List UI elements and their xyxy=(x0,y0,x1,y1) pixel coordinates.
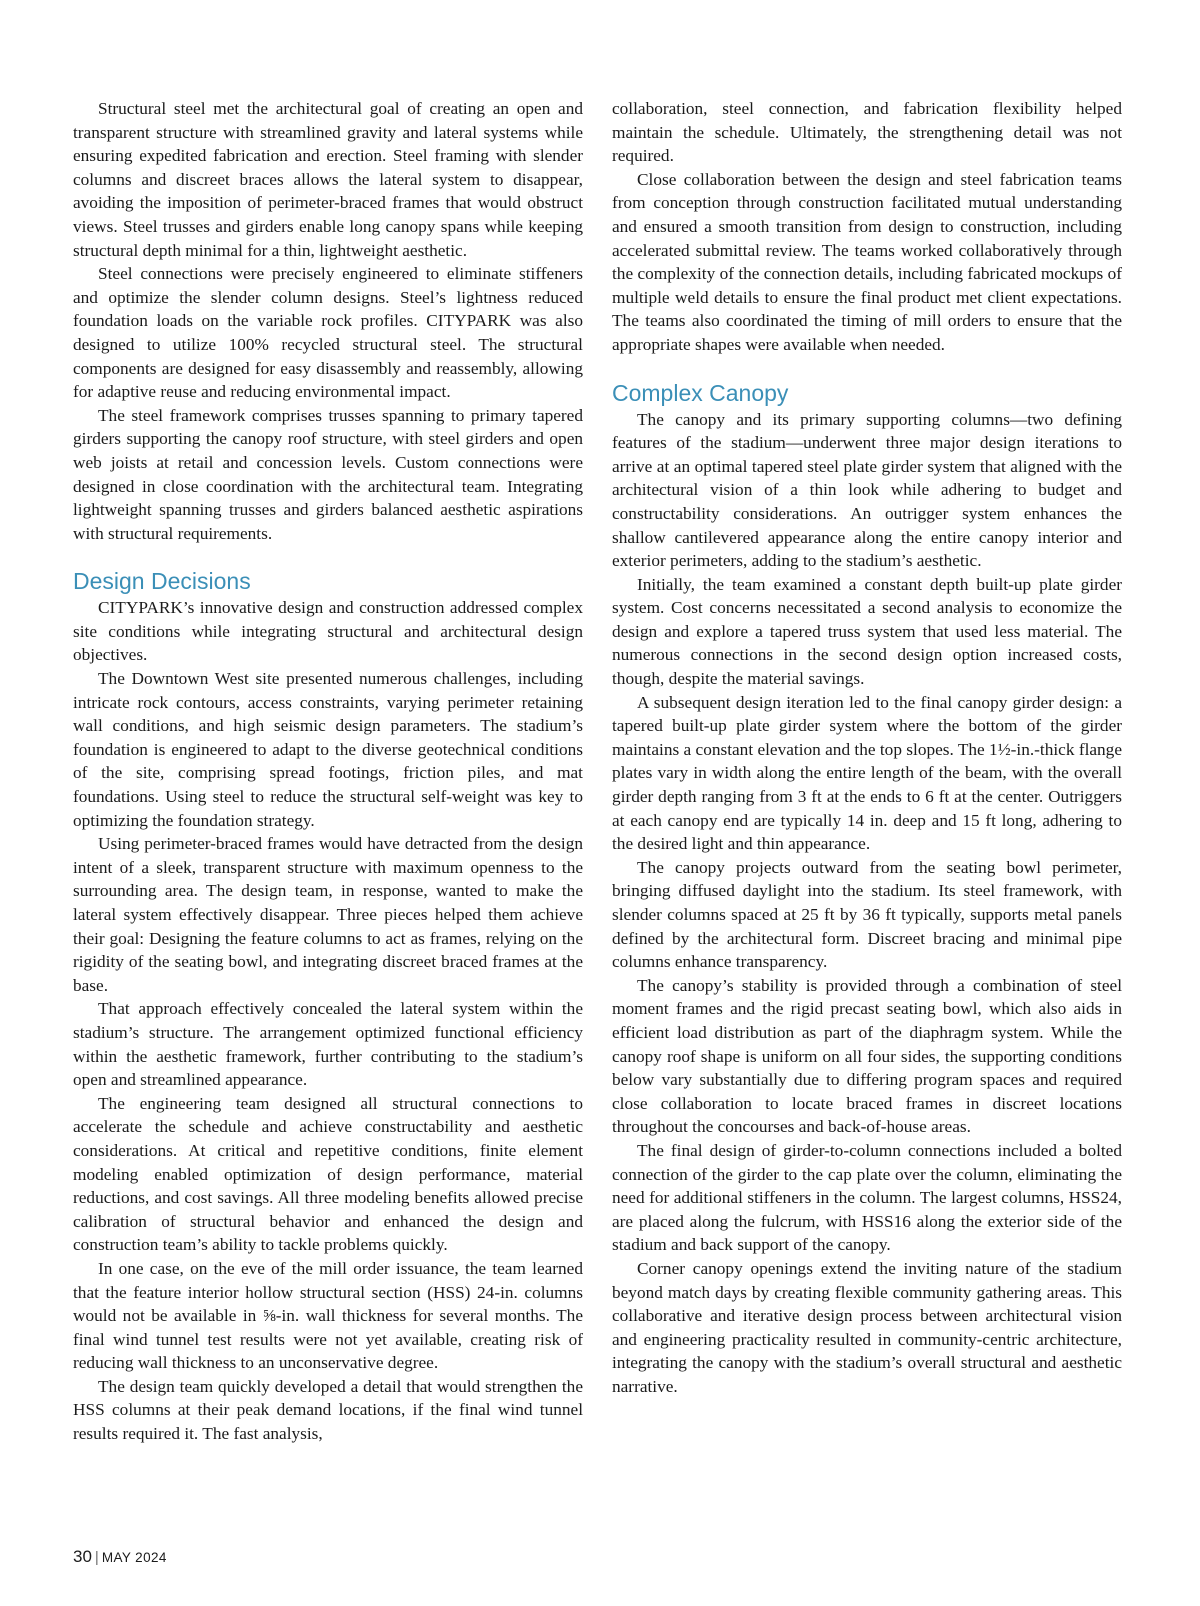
body-paragraph: The Downtown West site presented numerous challenges, including intricate rock contours, access constraints, varying perimeter retaining wall conditions, and high seismic design parameters. The stadium’s foundation is engineered to adapt to the diverse geotechnical conditions of the site, comprising spread footings, friction piles, and mat foundations. Using steel to reduce the structural self-weight was key to optimizing the foundation strategy. xyxy=(73,669,583,830)
issue-date: MAY 2024 xyxy=(101,1550,167,1565)
body-paragraph: Structural steel met the architectural goal of creating an open and transparent structure with streamlined gravity and lateral systems while ensuring expedited fabrication and erection. Steel framing with slender columns and discreet braces allows the lateral system to disappear, avoiding the imposition of perimeter-braced frames that would obstruct views. Steel trusses and girders enable long canopy spans while keeping structural depth minimal for a thin, lightweight aesthetic. xyxy=(73,99,583,260)
section-heading-design-decisions: Design Decisions xyxy=(73,568,251,595)
body-paragraph: The final design of girder-to-column connections included a bolted connection of the girder to the cap plate over the column, eliminating the need for additional stiffeners in the column. The largest columns, HSS24, are placed along the fulcrum, with HSS16 along the exterior side of the stadium and back support of the canopy. xyxy=(612,1140,1122,1255)
continued-paragraph: collaboration, steel connection, and fabrication flexibility helped maintain the schedule. Ultimately, the strengthening detail was not required. xyxy=(612,99,1122,166)
body-paragraph: Close collaboration between the design and steel fabrication teams from conception through construction facilitated mutual understanding and ensured a smooth transition from design to construction, including accelerated submittal review. The teams worked collaboratively through the complexity of the connection details, including fabricated mockups of multiple weld details to ensure the final product met client expectations. The teams also coordinated the timing of mill orders to ensure that the appropriate shapes were available when needed. xyxy=(612,169,1122,354)
body-paragraph: The design team quickly developed a detail that would strengthen the HSS columns at their peak demand locations, if the final wind tunnel results required it. The fast analysis, xyxy=(73,1376,583,1444)
body-paragraph: CITYPARK’s innovative design and construction addressed complex site conditions while integrating structural and architectural design objectives. xyxy=(73,598,583,665)
body-paragraph: Corner canopy openings extend the inviting nature of the stadium beyond match days by creating flexible community gathering areas. This collaborative and iterative design process between architectural vision and engineering practicality resulted in community-centric architecture, integrating the canopy with the stadium’s overall structural and aesthetic narrative. xyxy=(612,1258,1122,1396)
right-column xyxy=(612,97,1122,1398)
left-column xyxy=(73,97,583,1446)
page-number: 30 xyxy=(73,1547,92,1566)
body-paragraph: The canopy and its primary supporting columns—two defining features of the stadium—underwent three major design iterations to arrive at an optimal tapered steel plate girder system that aligned with the architectural vision of a thin look while adhering to budget and constructability considerations. An outrigger system enhances the shallow cantilevered appearance along the entire canopy interior and exterior perimeters, adding to the stadium’s aesthetic. xyxy=(612,409,1122,571)
body-paragraph: Steel connections were precisely engineered to eliminate stiffeners and optimize the slender column designs. Steel’s lightness reduced foundation loads on the variable rock profiles. CITYPARK was also designed to utilize 100% recycled structural steel. The structural components are designed for easy disassembly and reassembly, allowing for adaptive reuse and reducing environmental impact. xyxy=(73,264,583,402)
body-paragraph: Initially, the team examined a constant depth built-up plate girder system. Cost concerns necessitated a second analysis to economize the design and explore a tapered truss system that used less material. The numerous connections in the second design option increased costs, though, despite the material savings. xyxy=(612,574,1122,689)
body-paragraph: In one case, on the eve of the mill order issuance, the team learned that the feature interior hollow structural section (HSS) 24-in. columns would not be available in ⅝-in. wall thickness for several months. The final wind tunnel test results were not yet available, creating risk of reducing wall thickness to an unconservative degree. xyxy=(73,1258,583,1373)
body-paragraph: The engineering team designed all structural connections to accelerate the schedule and achieve constructability and aesthetic considerations. At critical and repetitive conditions, finite element modeling enabled optimization of design performance, material reductions, and cost savings. All three modeling benefits allowed precise calibration of structural behavior and enhanced the design and construction team’s ability to tackle problems quickly. xyxy=(73,1093,583,1255)
footer-separator: | xyxy=(94,1549,99,1566)
body-paragraph: Using perimeter-braced frames would have detracted from the design intent of a sleek, transparent structure with maximum openness to the surrounding area. The design team, in response, wanted to make the lateral system effectively disappear. Three pieces helped them achieve their goal: Designing the feature columns to act as frames, relying on the rigidity of the seating bowl, and integrating discreet braced frames at the base. xyxy=(73,834,583,995)
body-paragraph: A subsequent design iteration led to the final canopy girder design: a tapered built-up plate girder system where the bottom of the girder maintains a constant elevation and the top slopes. The 1½-in.-thick flange plates vary in width along the entire length of the beam, with the overall girder depth ranging from 3 ft at the ends to 6 ft at the center. Outriggers at each canopy end are typically 14 in. deep and 15 ft long, adhering to the desired light and thin appearance. xyxy=(612,692,1122,854)
page-footer xyxy=(73,1547,167,1568)
section-heading-complex-canopy: Complex Canopy xyxy=(612,379,789,406)
body-paragraph: The canopy’s stability is provided through a combination of steel moment frames and the rigid precast seating bowl, which also aids in efficient load distribution as part of the diaphragm system. While the canopy roof shape is uniform on all four sides, the supporting conditions below vary substantially due to differing program spaces and required close collaboration to locate braced frames in discreet locations throughout the concourses and back-of-house areas. xyxy=(612,975,1122,1137)
body-paragraph: The steel framework comprises trusses spanning to primary tapered girders supporting the canopy roof structure, with steel girders and open web joists at retail and concession levels. Custom connections were designed in close coordination with the architectural team. Integrating lightweight spanning trusses and girders balanced aesthetic aspirations with structural requirements. xyxy=(73,405,583,543)
body-paragraph: The canopy projects outward from the seating bowl perimeter, bringing diffused daylight into the stadium. Its steel framework, with slender columns spaced at 25 ft by 36 ft typically, supports metal panels defined by the architectural form. Discreet bracing and minimal pipe columns enhance transparency. xyxy=(612,857,1122,972)
body-paragraph: That approach effectively concealed the lateral system within the stadium’s structure. The arrangement optimized functional efficiency within the aesthetic framework, further contributing to the stadium’s open and streamlined appearance. xyxy=(73,999,583,1090)
